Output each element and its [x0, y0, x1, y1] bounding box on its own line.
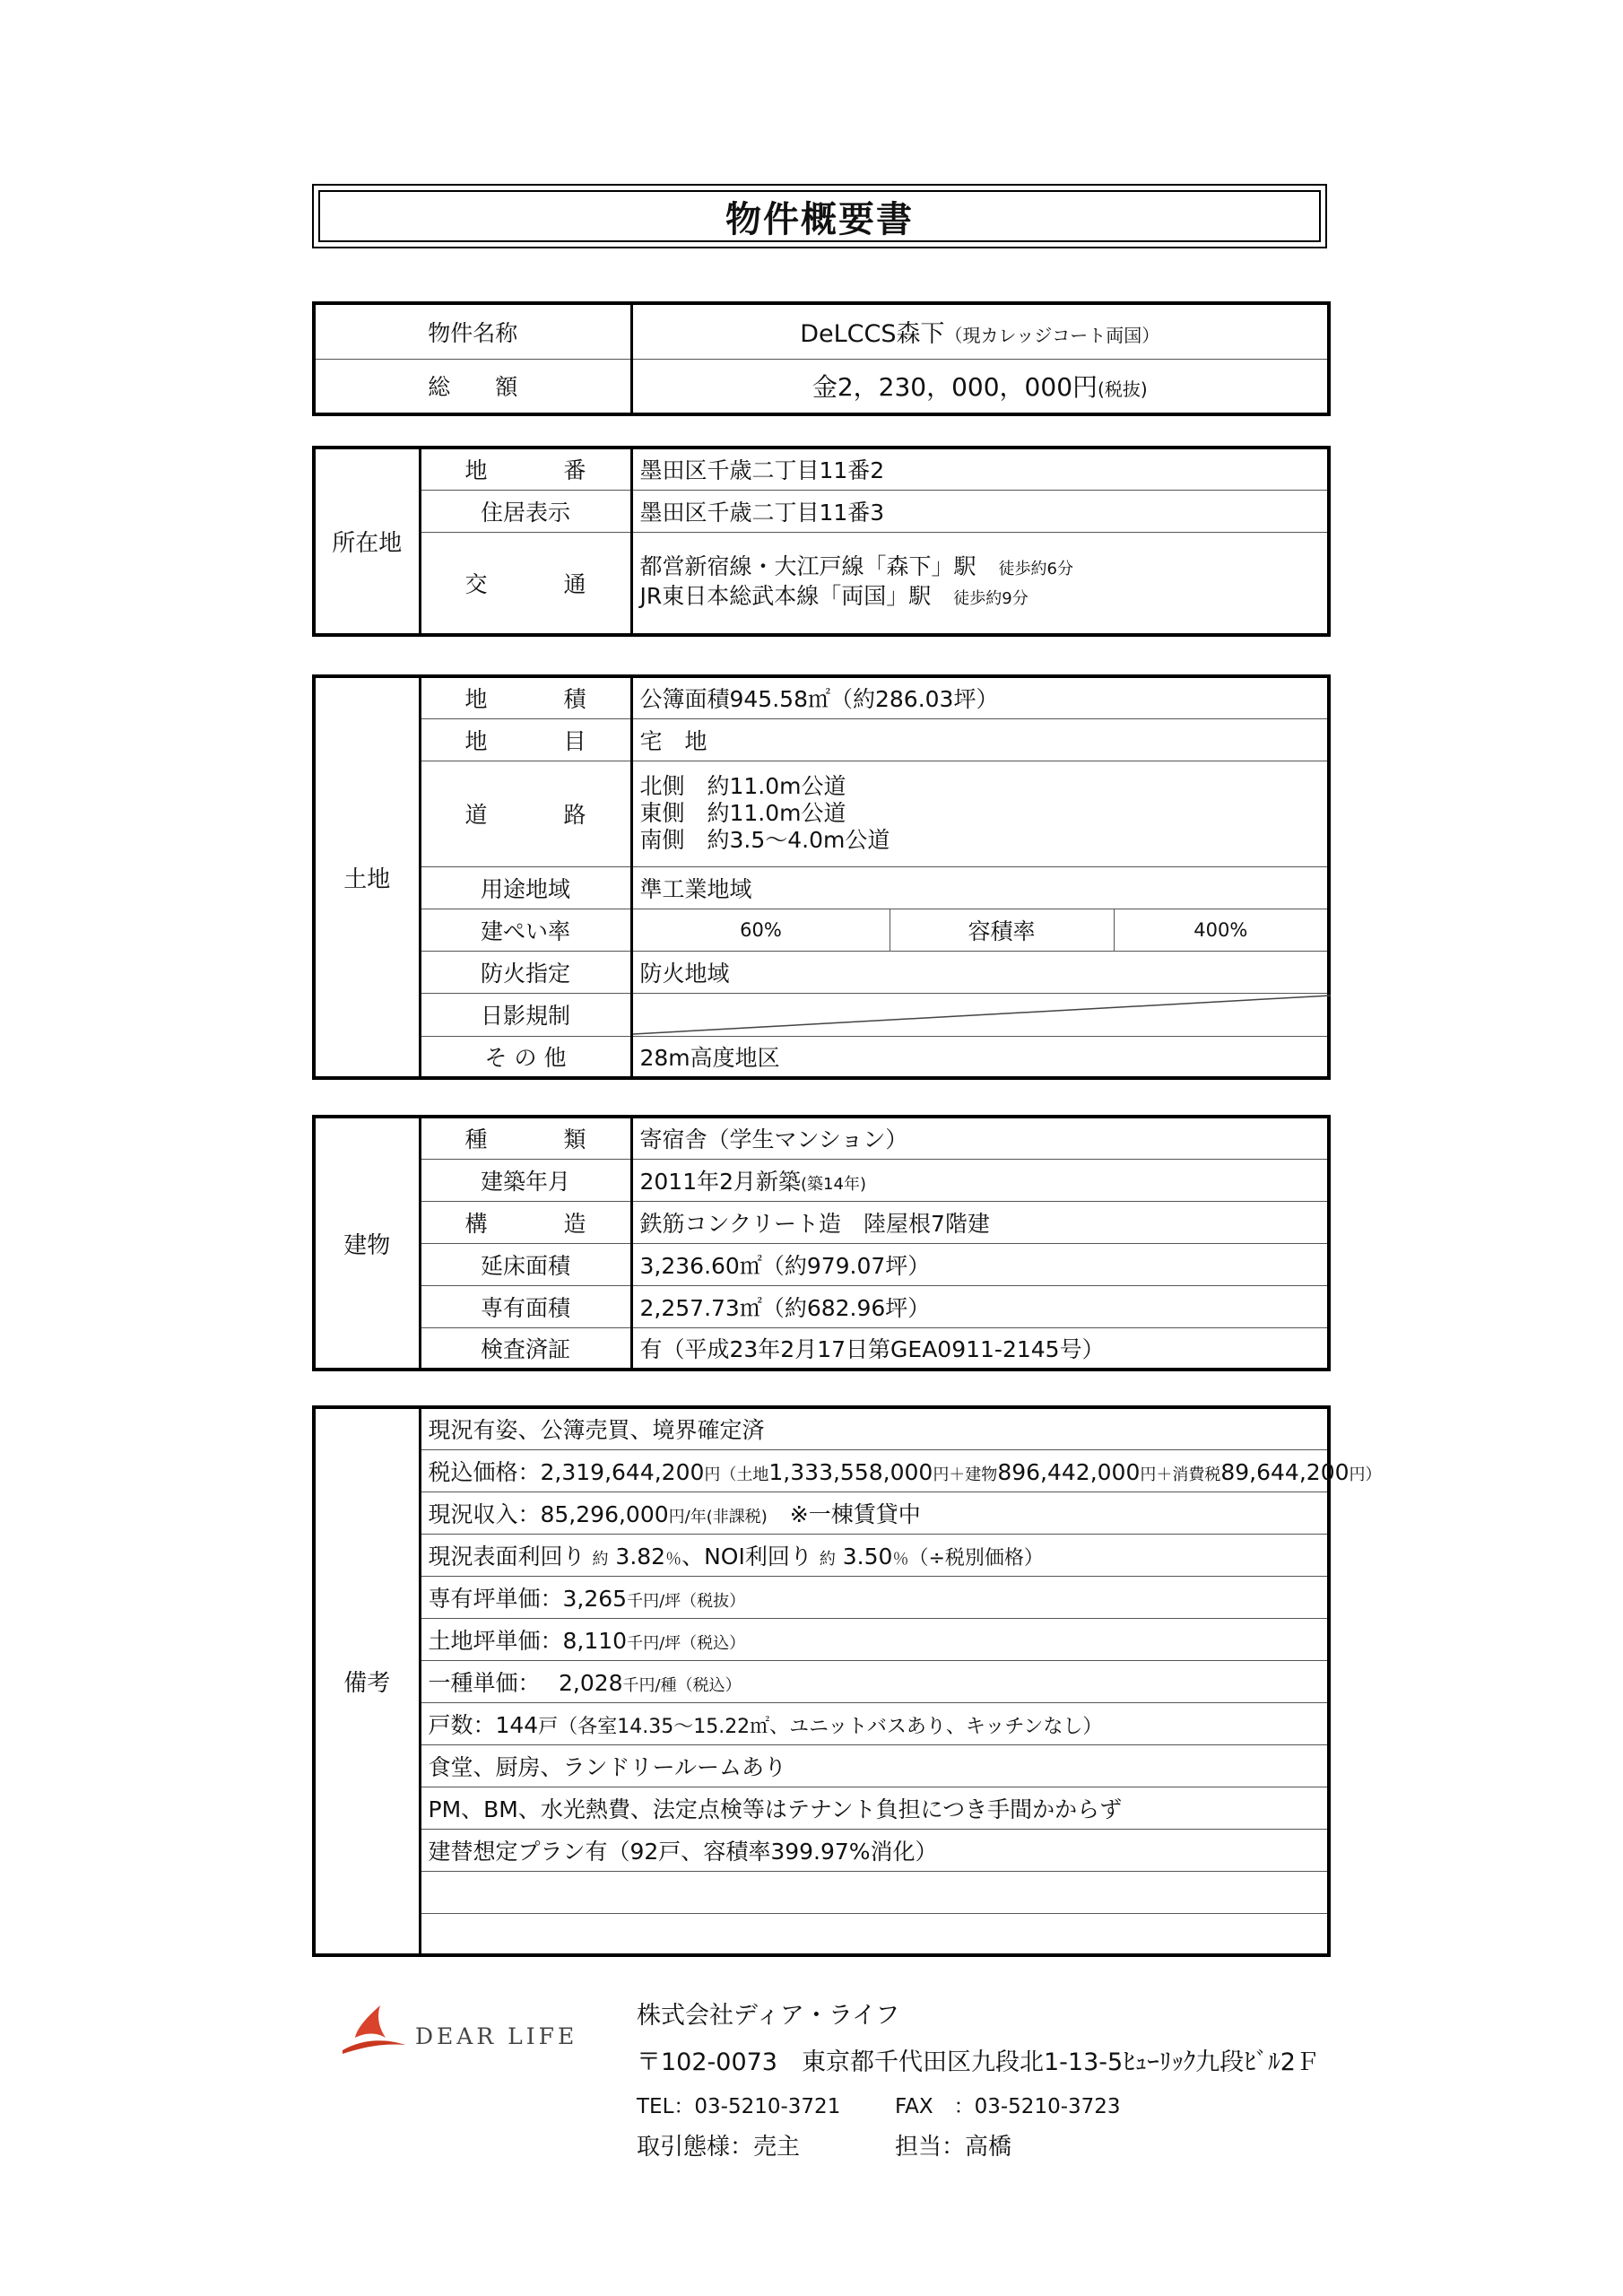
remark-text: 89,644,200 [1220, 1458, 1350, 1485]
table-row [314, 1576, 1329, 1618]
field-value: 墨田区千歳二丁目11番2 [631, 448, 1329, 490]
table-row [314, 909, 1329, 951]
remark-small: 円/年(非課税) [668, 1507, 768, 1526]
remark-text: 専有坪単価：3,265 [428, 1585, 628, 1612]
property-name-label: 物件名称 [314, 303, 631, 359]
remark-text: 戸数：144 [428, 1711, 539, 1738]
remarks-table [312, 1405, 1382, 1957]
remark-line: PM、BM、水光熱費、法定点検等はテナント負担につき手間かからず [420, 1787, 1329, 1829]
table-row [314, 1660, 1329, 1702]
station-1: 都営新宿線・大江戸線「森下」駅 [639, 552, 976, 579]
remark-line [420, 1660, 1329, 1702]
table-row [314, 1871, 1329, 1913]
table-row [314, 1285, 1329, 1327]
field-value: 準工業地域 [631, 866, 1329, 909]
logo-text: DEAR LIFE [415, 2023, 578, 2049]
total-price-value: 金2，230，000，000円 [812, 372, 1098, 403]
remark-small: 円） [1349, 1465, 1382, 1484]
flame-logo-icon [339, 2002, 411, 2056]
company-logo [339, 2002, 581, 2056]
table-row [314, 1159, 1329, 1201]
walk-time-1: 徒歩約6分 [998, 559, 1073, 578]
table-row [314, 448, 1329, 490]
field-label: 防火指定 [420, 951, 631, 993]
field-value: 墨田区千歳二丁目11番3 [631, 490, 1329, 532]
remark-small: 円＋消費税 [1140, 1465, 1221, 1484]
remark-small: 約 [592, 1549, 609, 1569]
title-box [312, 184, 1327, 248]
field-label: 日影規制 [420, 993, 631, 1036]
field-value: 寄宿舎（学生マンション） [631, 1117, 1329, 1159]
total-price-label: 総 額 [314, 359, 631, 414]
building-table [312, 1115, 1331, 1371]
table-row [314, 1243, 1329, 1285]
table-row [314, 676, 1329, 718]
remark-text: 土地坪単価：8,110 [428, 1627, 628, 1654]
remark-text: 現況収入：85,296,000 [428, 1500, 669, 1527]
table-row [314, 532, 1329, 635]
remark-small: 千円/坪（税抜） [627, 1591, 746, 1611]
table-row [314, 1913, 1329, 1955]
road-line: 北側 約11.0m公道 [639, 773, 846, 799]
table-row [314, 1036, 1329, 1078]
remark-text: 2,028 [558, 1669, 623, 1696]
remark-line: 食堂、厨房、ランドリールームあり [420, 1744, 1329, 1787]
table-row [314, 1117, 1329, 1159]
remark-small: ％ [892, 1549, 909, 1569]
access-line-2 [640, 583, 1328, 613]
build-age: (築14年) [801, 1174, 866, 1194]
remark-small: 円（土地 [704, 1465, 769, 1484]
remark-text: （÷税別価格） [908, 1546, 1044, 1570]
field-label: 建築年月 [420, 1159, 631, 1201]
road-cell [631, 761, 1329, 866]
company-fax: FAX ：03-5210-3723 [895, 2095, 1121, 2118]
remark-small: 約 [819, 1549, 836, 1569]
table-row [314, 359, 1329, 414]
field-value: 鉄筋コンクリート造 陸屋根7階建 [631, 1201, 1329, 1243]
remark-text: 3.50 [842, 1543, 893, 1570]
total-price-cell [631, 359, 1329, 414]
table-row [314, 1449, 1329, 1492]
remark-small: 千円/坪（税込） [627, 1633, 746, 1653]
location-table [312, 446, 1331, 637]
table-row [314, 866, 1329, 909]
field-label: 地 番 [420, 448, 631, 490]
remark-line [420, 1576, 1329, 1618]
remark-text: 現況表面利回り [428, 1543, 586, 1570]
page-title: 物件概要書 [318, 190, 1321, 242]
overview-table [312, 301, 1331, 416]
field-value: 宅 地 [631, 718, 1329, 761]
table-row [314, 1201, 1329, 1243]
total-price-note: (税抜) [1098, 378, 1148, 401]
field-label: 専有面積 [420, 1285, 631, 1327]
company-tel: TEL：03-5210-3721 [637, 2095, 841, 2118]
diagonal-strike [633, 994, 1331, 1036]
field-label: 住居表示 [420, 490, 631, 532]
table-row [314, 1829, 1329, 1871]
building-category: 建物 [314, 1117, 420, 1370]
road-line: 東側 約11.0m公道 [639, 800, 846, 826]
table-row [314, 761, 1329, 866]
field-label: 道 路 [420, 761, 631, 866]
table-row [314, 1744, 1329, 1787]
property-name-note: （現カレッジコート両国） [944, 325, 1160, 347]
remark-line [420, 1702, 1329, 1744]
far-value: 400% [1114, 909, 1329, 951]
table-row [314, 718, 1329, 761]
field-label: 種 類 [420, 1117, 631, 1159]
field-value: 有（平成23年2月17日第GEA0911-2145号） [631, 1327, 1329, 1370]
remark-text: 1,333,558,000 [768, 1458, 933, 1485]
property-name-value: DeLCCS森下 [800, 320, 945, 349]
table-row [314, 1702, 1329, 1744]
field-label: 検査済証 [420, 1327, 631, 1370]
field-value-cell [631, 1159, 1329, 1201]
remark-line-empty [420, 1871, 1329, 1913]
remark-line: 建替想定プラン有（92戸、容積率399.97%消化） [420, 1829, 1329, 1871]
remark-line-empty [420, 1913, 1329, 1955]
field-value: 防火地域 [631, 951, 1329, 993]
field-label: 延床面積 [420, 1243, 631, 1285]
field-label: 建ぺい率 [420, 909, 631, 951]
company-address: 〒102-0073 東京都千代田区九段北1-13-5ﾋｭｰﾘｯｸ九段ﾋﾞﾙ2Ｆ [637, 2048, 1320, 2076]
remark-line [420, 1534, 1329, 1576]
property-name-cell [631, 303, 1329, 359]
build-date: 2011年2月新築 [639, 1168, 802, 1195]
station-2: JR東日本総武本線「両国」駅 [639, 582, 932, 609]
location-category: 所在地 [314, 448, 420, 635]
remark-small: 千円/種（税込） [622, 1675, 742, 1695]
table-row [314, 490, 1329, 532]
field-label: 交 通 [420, 532, 631, 635]
remark-line: 現況有姿、公簿売買、境界確定済 [420, 1407, 1329, 1449]
field-label: 構 造 [420, 1201, 631, 1243]
remark-line [420, 1449, 1382, 1492]
remark-small: 円＋建物 [933, 1465, 998, 1484]
remark-text: 3.82 [615, 1543, 666, 1570]
table-row [314, 1618, 1329, 1660]
remark-text: 税込価格：2,319,644,200 [428, 1458, 705, 1485]
table-row [314, 951, 1329, 993]
remark-line [420, 1492, 1329, 1534]
field-label: 地 目 [420, 718, 631, 761]
remarks-category: 備考 [314, 1407, 420, 1955]
field-value: 公簿面積945.58㎡（約286.03坪） [631, 676, 1329, 718]
table-row [314, 1787, 1329, 1829]
land-category: 土地 [314, 676, 420, 1078]
transaction-type: 取引態様：売主 [637, 2134, 801, 2161]
remark-text: 戸（各室14.35〜15.22㎡、ユニットバスあり、キッチンなし） [538, 1715, 1103, 1738]
field-label: 地 積 [420, 676, 631, 718]
land-table [312, 674, 1331, 1080]
remark-text: 、NOI利回り [681, 1543, 812, 1570]
coverage-value: 60% [631, 909, 890, 951]
field-label: 用途地域 [420, 866, 631, 909]
walk-time-2: 徒歩約9分 [953, 588, 1028, 608]
shadow-empty-cell [631, 993, 1329, 1036]
table-row [314, 303, 1329, 359]
table-row [314, 1492, 1329, 1534]
table-row [314, 1534, 1329, 1576]
field-label: そ の 他 [420, 1036, 631, 1078]
remark-text: ※一棟賃貸中 [789, 1500, 921, 1527]
far-label: 容積率 [890, 909, 1114, 951]
remark-text: 一種単価： [428, 1669, 530, 1696]
field-value: 28m高度地区 [631, 1036, 1329, 1078]
remark-line [420, 1618, 1329, 1660]
remark-text: 896,442,000 [997, 1458, 1141, 1485]
staff-name: 担当：高橋 [895, 2134, 1012, 2161]
field-value: 2,257.73㎡（約682.96坪） [631, 1285, 1329, 1327]
field-value: 3,236.60㎡（約979.07坪） [631, 1243, 1329, 1285]
road-line: 南側 約3.5〜4.0m公道 [639, 827, 890, 853]
table-row [314, 1327, 1329, 1370]
access-line-1 [640, 553, 1328, 583]
table-row [314, 1407, 1329, 1449]
access-cell [631, 532, 1329, 635]
company-name: 株式会社ディア・ライフ [637, 2002, 900, 2030]
table-row [314, 993, 1329, 1036]
remark-small: ％ [665, 1549, 682, 1569]
